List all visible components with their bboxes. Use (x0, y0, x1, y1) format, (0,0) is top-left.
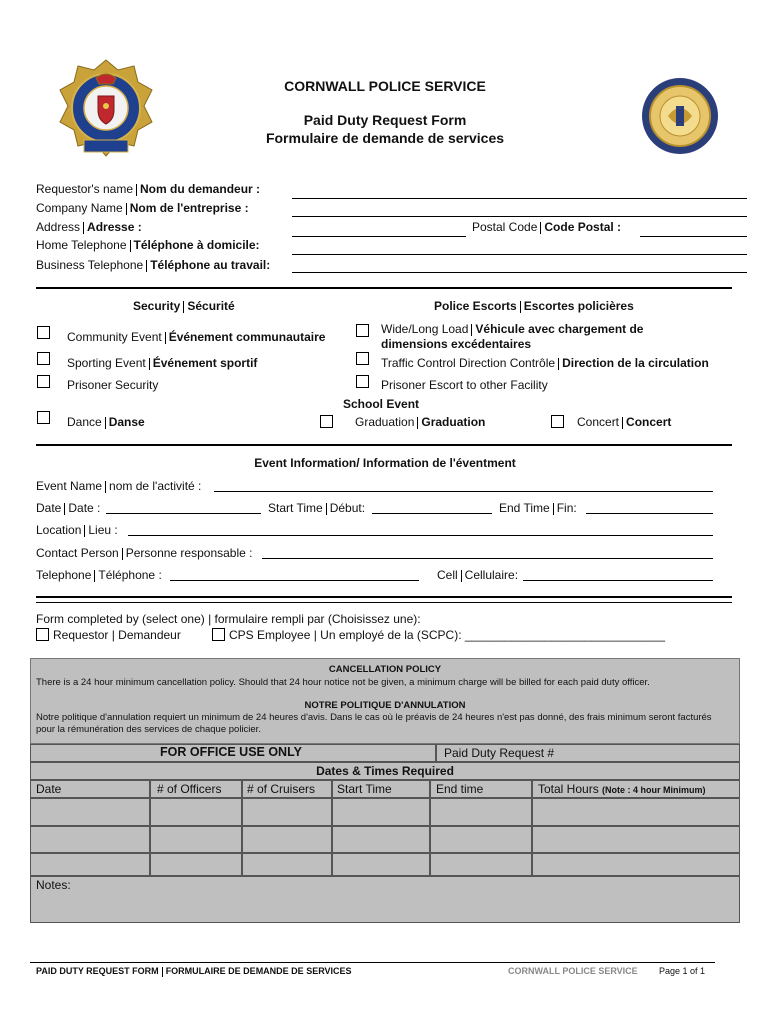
dates-times-heading: Dates & Times Required (316, 764, 454, 778)
company-name-label: Company Name Nom de l'entreprise : (36, 201, 249, 215)
section-divider (36, 602, 732, 603)
telephone-label: Telephone Téléphone : (36, 568, 162, 582)
section-divider (36, 596, 732, 598)
footer-org: CORNWALL POLICE SERVICE (508, 966, 638, 976)
contact-person-field[interactable] (262, 558, 713, 559)
postal-code-field[interactable] (640, 236, 747, 237)
table-cell[interactable] (332, 853, 430, 876)
requestor-checkbox[interactable] (36, 628, 49, 641)
section-divider (36, 287, 732, 289)
col-cruisers-label: # of Cruisers (247, 782, 316, 796)
event-info-heading: Event Information/ Information de l'éventment (254, 456, 516, 470)
table-cell[interactable] (242, 853, 332, 876)
community-event-label: Community Event Événement communautaire (67, 330, 326, 344)
office-use-title: FOR OFFICE USE ONLY (160, 745, 302, 759)
table-cell[interactable] (150, 853, 242, 876)
cell-label: Cell Cellulaire: (437, 568, 519, 582)
section-divider (36, 444, 732, 446)
table-cell[interactable] (30, 826, 150, 853)
footer-page-number: Page 1 of 1 (659, 966, 706, 976)
table-cell[interactable] (532, 826, 740, 853)
cancellation-heading-fr: NOTRE POLITIQUE D'ANNULATION (304, 700, 466, 711)
cancellation-heading: CANCELLATION POLICY (328, 664, 442, 675)
cancellation-text-fr: Notre politique d'annulation requiert un minimum de 24 heures d'avis. Dans le cas où le préavis de 24 heures n'est pas donné, des frais minimum seront facturés pour la rémunération des services de chaque policier. (36, 712, 712, 735)
footer-rule (30, 962, 715, 963)
police-escorts-heading: Police Escorts Escortes policières (434, 299, 634, 313)
notes-field[interactable] (30, 876, 740, 923)
business-telephone-label: Business Telephone Téléphone au travail: (36, 258, 271, 272)
paid-duty-request-number-label: Paid Duty Request # (444, 746, 555, 760)
footer-form-name: PAID DUTY REQUEST FORM FORMULAIRE DE DEMANDE DE SERVICES (36, 966, 352, 976)
prisoner-security-checkbox[interactable] (37, 375, 50, 388)
business-telephone-field[interactable] (292, 272, 747, 273)
cps-employee-option[interactable]: CPS Employee | Un employé de la (SCPC): ______________________________ (212, 628, 665, 642)
wide-load-label: Wide/Long Load Véhicule avec chargement de dimensions excédentaires (381, 322, 644, 351)
wide-load-checkbox[interactable] (356, 324, 369, 337)
event-name-field[interactable] (214, 491, 713, 492)
requestor-name-label: Requestor's name Nom du demandeur : (36, 182, 261, 196)
table-cell[interactable] (30, 798, 150, 826)
graduation-checkbox[interactable] (320, 415, 333, 428)
form-completed-by-label: Form completed by (select one) | formulaire rempli par (Choisissez une): (36, 612, 421, 626)
end-time-field[interactable] (586, 513, 713, 514)
dance-label: Dance Danse (67, 415, 145, 429)
address-label: Address Adresse : (36, 220, 142, 234)
contact-person-label: Contact Person Personne responsable : (36, 546, 253, 560)
col-start-time-label: Start Time (337, 782, 392, 796)
start-time-field[interactable] (372, 513, 492, 514)
cancellation-text: There is a 24 hour minimum cancellation policy. Should that 24 hour notice not be given, a minimum charge will be billed for each paid duty officer. (36, 677, 650, 688)
table-cell[interactable] (150, 826, 242, 853)
location-label: Location Lieu : (36, 523, 118, 537)
traffic-control-checkbox[interactable] (356, 352, 369, 365)
concert-label: Concert Concert (577, 415, 672, 429)
col-total-hours-label: Total Hours (Note : 4 hour Minimum) (538, 782, 706, 796)
company-name-field[interactable] (292, 216, 747, 217)
community-event-checkbox[interactable] (37, 326, 50, 339)
date-field[interactable] (106, 513, 261, 514)
form-title-en: Paid Duty Request Form (303, 112, 467, 128)
org-title: CORNWALL POLICE SERVICE (284, 78, 486, 94)
home-telephone-field[interactable] (292, 254, 747, 255)
col-date-label: Date (36, 782, 62, 796)
dance-checkbox[interactable] (37, 411, 50, 424)
notes-label: Notes: (36, 878, 71, 892)
cell-field[interactable] (523, 580, 713, 581)
date-label: Date Date : (36, 501, 101, 515)
requestor-name-field[interactable] (292, 198, 747, 199)
concert-checkbox[interactable] (551, 415, 564, 428)
traffic-control-label: Traffic Control Direction Contrôle Direction de la circulation (381, 356, 709, 370)
table-cell[interactable] (242, 826, 332, 853)
requestor-option[interactable]: Requestor | Demandeur (36, 628, 181, 642)
location-field[interactable] (128, 535, 713, 536)
table-cell[interactable] (532, 798, 740, 826)
col-officers-label: # of Officers (157, 782, 222, 796)
table-cell[interactable] (242, 798, 332, 826)
telephone-field[interactable] (170, 580, 419, 581)
security-heading: Security Sécurité (133, 299, 235, 313)
end-time-label: End Time Fin: (499, 501, 577, 515)
table-cell[interactable] (430, 798, 532, 826)
prisoner-security-label: Prisoner Security (67, 378, 159, 392)
table-cell[interactable] (30, 853, 150, 876)
postal-code-label: Postal Code Code Postal : (472, 220, 622, 234)
table-cell[interactable] (430, 826, 532, 853)
table-cell[interactable] (532, 853, 740, 876)
table-cell[interactable] (430, 853, 532, 876)
col-end-time-label: End time (436, 782, 484, 796)
form-title-fr: Formulaire de demande de services (265, 130, 505, 146)
home-telephone-label: Home Telephone Téléphone à domicile: (36, 238, 260, 252)
event-name-label: Event Name nom de l'activité : (36, 479, 202, 493)
table-cell[interactable] (332, 798, 430, 826)
prisoner-escort-label: Prisoner Escort to other Facility (381, 378, 548, 392)
start-time-label: Start Time Début: (268, 501, 366, 515)
table-cell[interactable] (150, 798, 242, 826)
table-cell[interactable] (332, 826, 430, 853)
prisoner-escort-checkbox[interactable] (356, 375, 369, 388)
cps-employee-checkbox[interactable] (212, 628, 225, 641)
graduation-label: Graduation Graduation (355, 415, 486, 429)
sporting-event-checkbox[interactable] (37, 352, 50, 365)
school-event-label: School Event (343, 397, 420, 411)
address-field[interactable] (292, 236, 466, 237)
sporting-event-label: Sporting Event Événement sportif (67, 356, 258, 370)
